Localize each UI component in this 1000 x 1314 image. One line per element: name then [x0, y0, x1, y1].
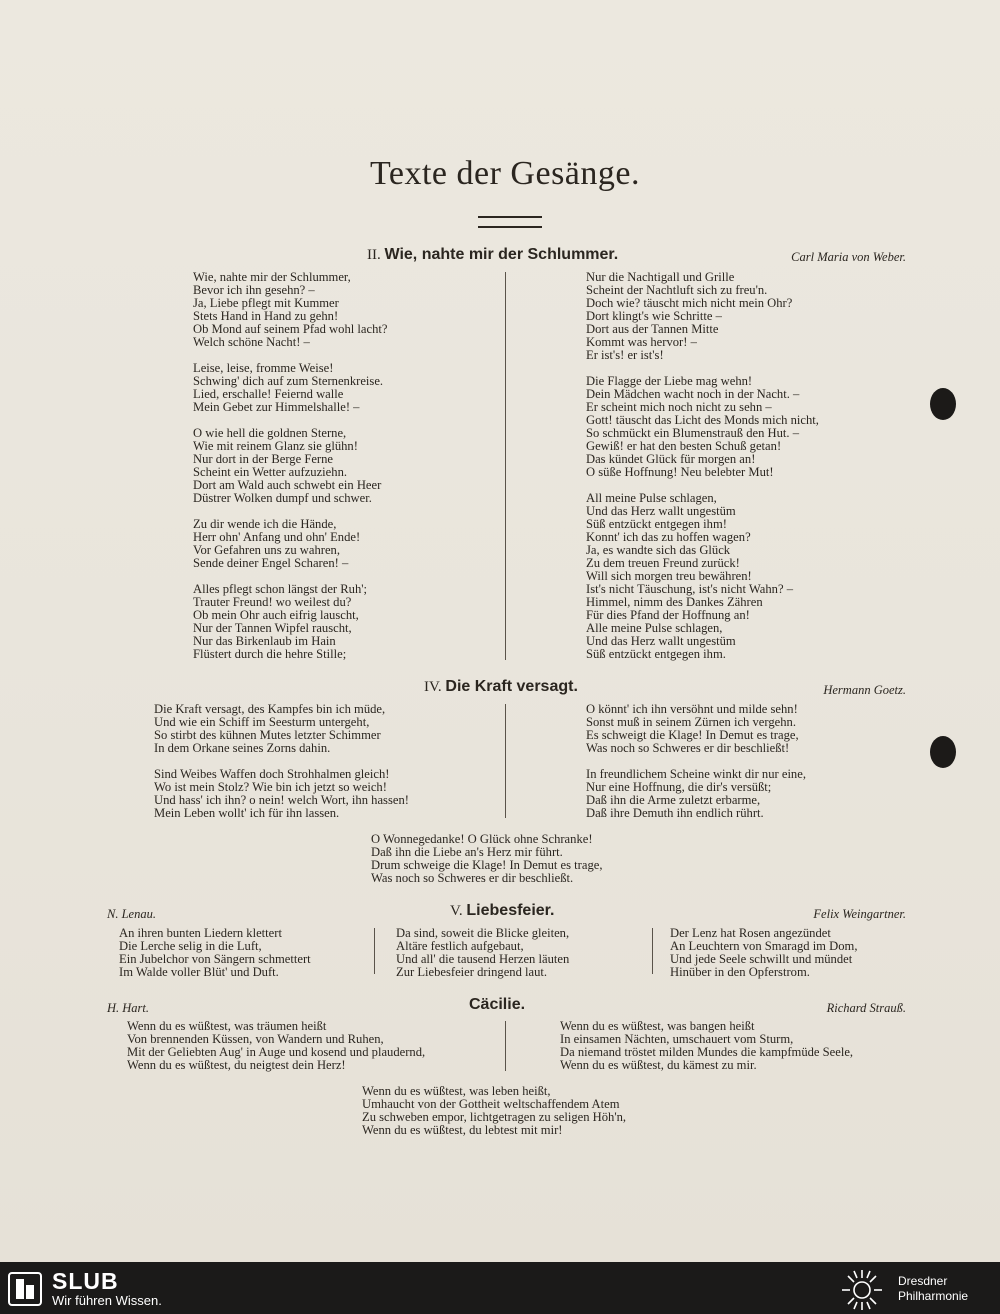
song-5-heading — [450, 902, 554, 920]
song-2-left-verse: Wie, nahte mir der Schlummer, Bevor ich ihn gesehn? – Ja, Liebe pflegt mit Kummer Stets Hand in Hand zu gehn! Ob Mond auf seinem Pfad wohl lacht? Welch schöne Nacht! – Leise, leise, fromme Weise! Schwing' dich auf zum Sternenkreise. Lied, erschalle! Feiernd walle Mein Gebet zur Himmelshalle! – O wie hell die goldnen Sterne, Wie mit reinem Glanz sie glühn! Nur dort in der Berge Ferne Scheint ein Wetter aufzuziehn. Dort am Wald auch schwebt ein Heer Düstrer Wolken dumpf und schwer. Zu dir wende ich die Hände, Herr ohn' Anfang und ohn' Ende! Vor Gefahren uns zu wahren, Sende deiner Engel Scharen! – Alles pflegt schon längst der Ruh'; Trauter Freund! wo weilest du? Ob mein Ohr auch eifrig lauscht, Nur der Tannen Wipfel rauscht, Nur das Birkenlaub im Hain Flüstert durch die hehre Stille; — [193, 270, 388, 661]
song-6-title: Cäcilie. — [469, 996, 526, 1013]
slub-logo-icon[interactable] — [8, 1272, 42, 1306]
footer-bar — [0, 1262, 1000, 1314]
slub-name[interactable]: SLUB — [52, 1268, 119, 1294]
song-5-right-verse: Der Lenz hat Rosen angezündet An Leuchtern von Smaragd im Dom, Und jede Seele schwillt und mündet Hinüber in den Opferstrom. — [670, 926, 858, 979]
philharmonie-logo-icon[interactable] — [838, 1266, 886, 1314]
column-divider — [652, 928, 653, 974]
song-4-number: IV. — [424, 679, 442, 695]
song-5-center-verse: Da sind, soweit die Blicke gleiten, Altäre festlich aufgebaut, Und all' die tausend Herzen läuten Zur Liebesfeier dringend laut. — [396, 926, 570, 979]
song-4-heading — [424, 678, 578, 696]
column-divider — [374, 928, 375, 974]
song-2-heading — [367, 246, 618, 264]
song-5-left-verse: An ihren bunten Liedern klettert Die Lerche selig in die Luft, Ein Jubelchor von Sängern schmettert Im Walde voller Blüt' und Duft. — [119, 926, 311, 979]
song-5-title: Liebesfeier. — [466, 902, 555, 919]
song-4-composer: Hermann Goetz. — [823, 683, 906, 697]
song-6-right-verse: Wenn du es wüßtest, was bangen heißt In einsamen Nächten, umschauert vom Sturm, Da niemand tröstet milden Mundes die kampfmüde Seele, Wenn du es wüßtest, du kämest zu mir. — [560, 1019, 854, 1072]
song-2-composer: Carl Maria von Weber. — [791, 250, 906, 264]
song-6-poet: H. Hart. — [107, 1001, 150, 1015]
philharmonie-name[interactable]: Dresdner Philharmonie — [898, 1274, 969, 1303]
song-2-right-verse: Nur die Nachtigall und Grille Scheint der Nachtluft sich zu freu'n. Doch wie? täuscht mich nicht mein Ohr? Dort klingt's wie Schritte – Dort aus der Tannen Mitte Kommt was hervor! – Er ist's! er ist's! Die Flagge der Liebe mag wehn! Dein Mädchen wacht noch in der Nacht. – Er scheint mich noch nicht zu sehn – Gott! täuscht das Licht des Monds mich nicht, So schmückt ein Blumenstrauß den Hut. – Gewiß! er hat den besten Schuß getan! Das kündet Glück für morgen an! O süße Hoffnung! Neu belebter Mut! All meine Pulse schlagen, Und das Herz wallt ungestüm Süß entzückt entgegen ihm! Konnt' ich das zu hoffen wagen? Ja, es wandte sich das Glück Zu dem treuen Freund zurück! Will sich morgen treu bewähren! Ist's nicht Täuschung, ist's nicht Wahn? – Himmel, nimm des Dankes Zähren Für dies Pfand der Hoffnung an! Alle meine Pulse schlagen, Und das Herz wallt ungestüm Süß entzückt entgegen ihm. — [586, 270, 819, 661]
song-6-composer: Richard Strauß. — [826, 1001, 906, 1015]
title-divider — [478, 216, 542, 228]
page-title: Texte der Gesänge. — [370, 155, 640, 192]
song-2-title: Wie, nahte mir der Schlummer. — [384, 246, 619, 263]
song-5-composer: Felix Weingartner. — [813, 907, 906, 921]
song-6-heading — [469, 996, 525, 1014]
column-divider — [505, 704, 506, 818]
column-divider — [505, 1021, 506, 1071]
song-6-left-verse: Wenn du es wüßtest, was träumen heißt Von brennenden Küssen, von Wandern und Ruhen, Mit der Geliebten Aug' in Auge und kosend und plaudernd, Wenn du es wüßtest, du neigtest dein Herz! — [127, 1019, 426, 1072]
punch-hole — [930, 388, 956, 420]
song-4-title: Die Kraft versagt. — [445, 678, 578, 695]
song-2-number: II. — [367, 247, 381, 263]
song-4-right-verse: O könnt' ich ihn versöhnt und milde sehn! Sonst muß in seinem Zürnen ich vergehn. Es schweigt die Klage! In Demut es trage, Was noch so Schweres er dir beschließt! In freundlichem Scheine winkt dir nur eine, Nur eine Hoffnung, die dir's versüßt; Daß ihn die Arme zuletzt erbarme, Daß ihre Demuth ihn endlich rührt. — [586, 702, 806, 820]
song-5-poet: N. Lenau. — [107, 907, 156, 921]
song-5-number: V. — [450, 903, 463, 919]
column-divider — [505, 272, 506, 660]
song-4-left-verse: Die Kraft versagt, des Kampfes bin ich müde, Und wie ein Schiff im Seesturm untergeht, So stirbt des kühnen Mutes letzter Schimmer In dem Orkane seines Zorns dahin. Sind Weibes Waffen doch Strohhalmen gleich! Wo ist mein Stolz? Wie bin ich jetzt so weich! Und hass' ich ihn? o nein! welch Wort, ihn hassen! Mein Leben wollt' ich für ihn lassen. — [154, 702, 409, 820]
punch-hole — [930, 736, 956, 768]
slub-tagline: Wir führen Wissen. — [52, 1293, 162, 1308]
song-6-center-verse: Wenn du es wüßtest, was leben heißt, Umhaucht von der Gottheit weltschaffendem Atem Zu schweben empor, lichtgetragen zu seligen Höh'n, Wenn du es wüßtest, du lebtest mit mir! — [362, 1084, 627, 1137]
song-4-center-verse: O Wonnegedanke! O Glück ohne Schranke! Daß ihn die Liebe an's Herz mir führt. Drum schweige die Klage! In Demut es trage, Was noch so Schweres er dir beschließt. — [371, 832, 603, 885]
